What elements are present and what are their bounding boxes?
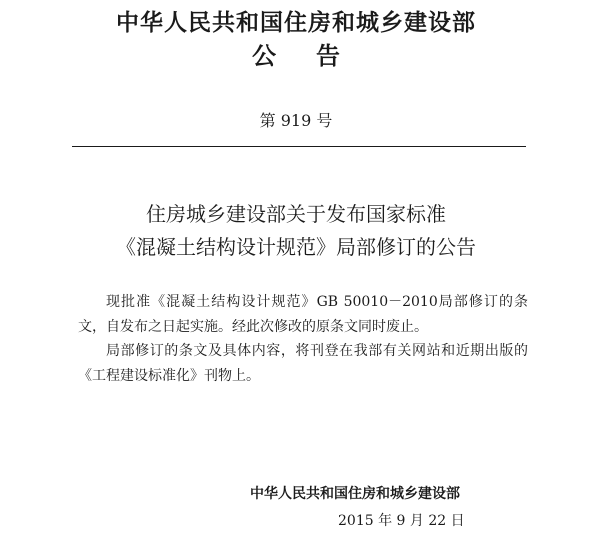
body-paragraph-2: 局部修订的条文及具体内容，将刊登在我部有关网站和近期出版的《工程建设标准化》刊物上。 xyxy=(78,343,528,384)
document-type-heading: 公告 xyxy=(252,42,380,70)
document-number: 第 919 号 xyxy=(259,111,333,130)
signature-organization: 中华人民共和国住房和城乡建设部 xyxy=(250,486,460,502)
header-divider xyxy=(72,146,526,147)
signature-date: 2015 年 9 月 22 日 xyxy=(338,513,465,529)
body-paragraph-1: 现批准《混凝土结构设计规范》GB 50010－2010局部修订的条文，自发布之日起实施。经此次修改的原条文同时废止。 xyxy=(78,294,528,335)
title-line-2: 《混凝土结构设计规范》局部修订的公告 xyxy=(116,235,476,259)
announcement-body xyxy=(78,290,528,388)
title-line-1: 住房城乡建设部关于发布国家标准 xyxy=(146,202,446,226)
announcement-title xyxy=(0,198,592,264)
issuer-heading: 中华人民共和国住房和城乡建设部 xyxy=(116,10,476,36)
